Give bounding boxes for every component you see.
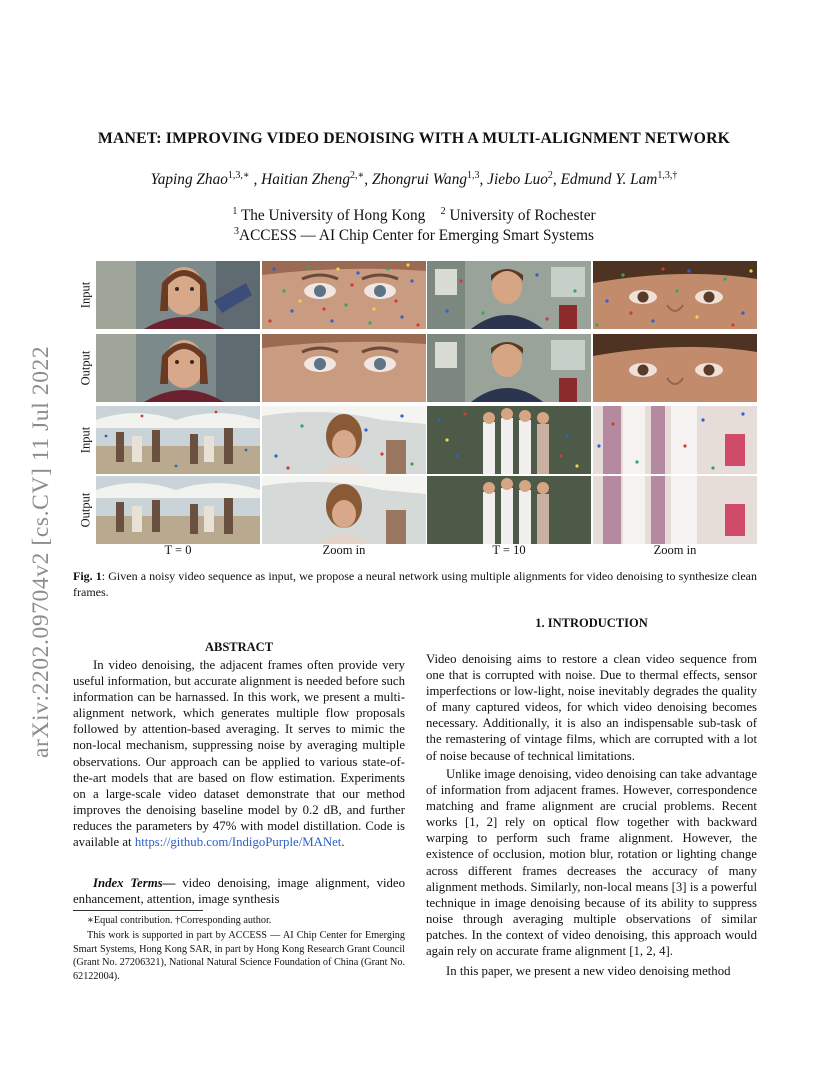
affil-marker: 2 (440, 206, 446, 217)
col-label-zoom-1: Zoom in (322, 543, 366, 557)
affil-rochester: University of Rochester (445, 207, 596, 225)
zoom-party-input (593, 406, 757, 474)
col-label-zoom-2: Zoom in (653, 543, 697, 557)
footnote-rule (73, 910, 203, 911)
zoom-beach-output (262, 476, 426, 544)
frame-beach-output (96, 476, 260, 544)
row-label-input-1 (76, 261, 96, 329)
frame-beach-input (96, 406, 260, 474)
frame-girl-input (96, 261, 260, 329)
author-name: Zhongrui Wang (371, 171, 467, 189)
zoom-boy-output (593, 334, 757, 402)
arxiv-stamp: arXiv:2202.09704v2 [cs.CV] 11 Jul 2022 (28, 345, 54, 758)
author-affil: 1,3,∗ (227, 170, 250, 181)
row-label-input-2 (76, 406, 96, 474)
row-label-output-2 (76, 476, 96, 544)
index-terms (73, 875, 405, 907)
author-sep: , (552, 171, 561, 189)
abstract-end: . (341, 835, 345, 850)
frame-party-output (427, 476, 591, 544)
footnote-equal: ∗Equal contribution. †Corresponding author. (87, 915, 272, 926)
author-name: Yaping Zhao (150, 171, 228, 189)
caption-text: : Given a noisy video sequence as input, we propose a neural network using multiple alignments for video denoising to synthesize clean frames. (73, 569, 757, 599)
intro-paragraph-2: Unlike image denoising, video denoising can take advantage of information from adjacent frames. However, correspondence matching and frame alignment are crucial problems. Recent works [1, 2] rely on optical flow together with backward warping to perform such frame alignment. However, the existence of occlusion, motion blur, rotation or lighting change across different frames decreases the accuracy of many alignment methods. Similarly, non-local means [3] is a powerful technique in image denoising because of its ability to suppress noise through averaging multiple observations of similar patches. In the context of video denoising, this approach would again rely on accurate frame alignment [1, 2, 4]. (426, 767, 757, 959)
index-terms-label: Index Terms— (93, 876, 176, 890)
author-name: Haitian Zheng (261, 171, 350, 189)
paper-title: MANET: IMPROVING VIDEO DENOISING WITH A MULTI-ALIGNMENT NETWORK (97, 130, 731, 147)
intro-heading: 1. INTRODUCTION (535, 616, 648, 630)
author-list (60, 170, 768, 189)
frame-boy-input (427, 261, 591, 329)
code-link[interactable]: https://github.com/IndigoPurple/MANet (134, 835, 342, 850)
affiliation-line-1 (60, 206, 768, 225)
caption-label: Fig. 1 (73, 569, 102, 583)
col-label-t0: T = 0 (164, 543, 192, 557)
author-affil: 1,3 (467, 170, 480, 181)
row-label-text: Input (78, 426, 93, 454)
abstract-heading: ABSTRACT (204, 640, 274, 654)
zoom-girl-output (262, 334, 426, 402)
abstract-body (73, 657, 405, 850)
affiliation-line-2 (60, 226, 768, 245)
affil-hku: The University of Hong Kong (237, 207, 426, 225)
row-label-text: Output (78, 350, 93, 386)
affil-access: ACCESS — AI Chip Center for Emerging Smart Systems (239, 227, 594, 245)
affil-marker: 3 (234, 226, 240, 237)
zoom-girl-input (262, 261, 426, 329)
author-name: Jiebo Luo (487, 171, 548, 189)
frame-boy-output (427, 334, 591, 402)
row-label-text: Input (78, 281, 93, 309)
author-sep: , (364, 171, 372, 189)
zoom-party-output (593, 476, 757, 544)
author-affil: 2 (547, 170, 553, 181)
row-label-text: Output (78, 492, 93, 528)
intro-paragraph-1: Video denoising aims to restore a clean video sequence from one that is corrupted with noise. Due to thermal effects, sensor imperfections or low-light, noise inevitably degrades the quality of many captured videos, for which video denoising becomes necessary. Additionally, it is also an indispensable sub-task of the remastering of vintage films, which are corrupted with a lot of noise because of technical limitations. (426, 652, 757, 763)
author-sep: , (479, 171, 488, 189)
author-affil: 2,∗ (349, 170, 365, 181)
frame-girl-output (96, 334, 260, 402)
author-affil: 1,3,† (657, 170, 678, 181)
author-sep: , (249, 171, 262, 189)
index-terms-text: video denoising, image alignment, video enhancement, attention, image synthesis (73, 876, 405, 907)
row-label-output-1 (76, 334, 96, 402)
footnote-support: This work is supported in part by ACCESS — AI Chip Center for Emerging Smart Systems, Hong Kong SAR, in part by Hong Kong Research Grant Council (Grant No. 27206321), National Natural Science Foundation of China (Grant No. 62122004). (73, 930, 405, 982)
frame-party-input (427, 406, 591, 474)
intro-paragraph-3: In this paper, we present a new video denoising method (446, 964, 731, 978)
zoom-beach-input (262, 406, 426, 474)
affil-marker: 1 (232, 206, 238, 217)
zoom-boy-input (593, 261, 757, 329)
col-label-t10: T = 10 (492, 543, 526, 557)
figure-caption (73, 568, 757, 600)
author-name: Edmund Y. Lam (560, 171, 658, 189)
abstract-text: In video denoising, the adjacent frames often provide very useful information, but accurate alignment is needed before such information can be harnassed. In this work, we present a multi-alignment network, which generates multiple flow proposals followed by attention-based averaging. It serves to mimic the non-local mechanism, suppressing noise by averaging multiple observations. Our approach can be applied to various state-of-the-art models that are based on flow estimation. Experiments on a large-scale video dataset demonstrate that our method improves the denoising baseline model by 0.2 dB, and further reduces the parameters by 47% with model distillation. Code is available at (73, 658, 405, 850)
